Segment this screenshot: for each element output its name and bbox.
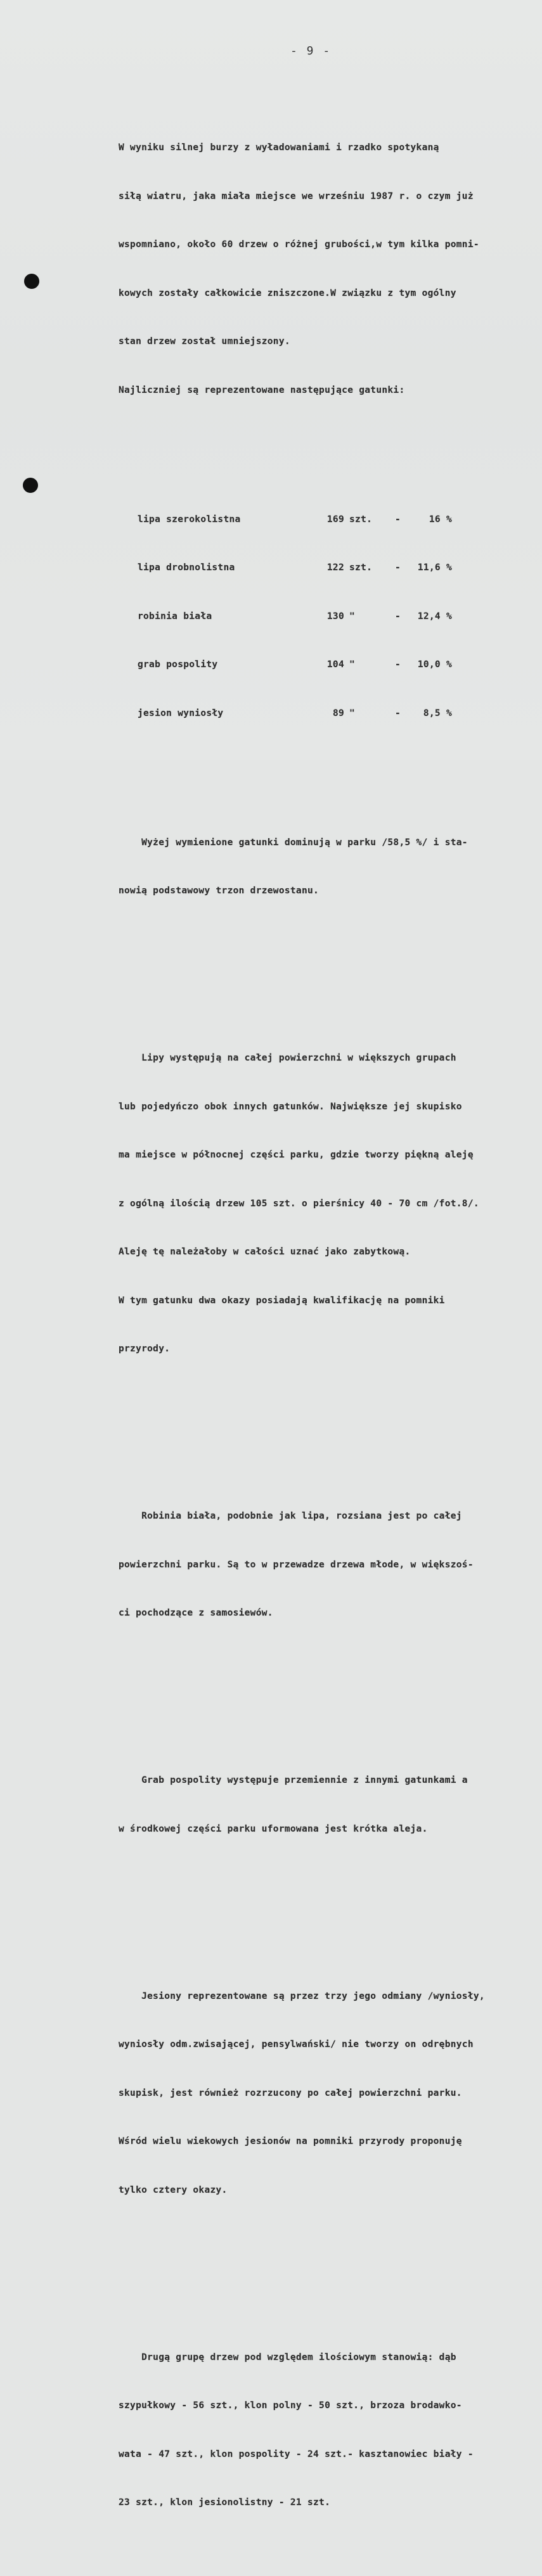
text-line: lub pojedyńczo obok innych gatunków. Największe jej skupisko bbox=[119, 1101, 462, 1112]
species-dash: - bbox=[395, 708, 401, 718]
text-line: w środkowej części parku uformowana jest krótka aleja. bbox=[119, 1823, 428, 1834]
species-name: lipa drobnolistna bbox=[138, 563, 235, 573]
text-line: ma miejsce w północnej części parku, gdzie tworzy piękną aleję bbox=[119, 1150, 474, 1160]
table-row bbox=[119, 609, 485, 625]
text-line: tylko cztery okazy. bbox=[119, 2184, 228, 2195]
species-percent: 12,4 % bbox=[417, 611, 452, 622]
text-line: wyniosły odm.zwisającej, pensylwański/ nie tworzy on odrębnych bbox=[119, 2039, 474, 2050]
page-number: - 9 - bbox=[290, 44, 332, 58]
text-line: Wyżej wymienione gatunki dominują w parku /58,5 %/ i sta- bbox=[119, 837, 468, 848]
table-row bbox=[119, 560, 485, 577]
text-line: skupisk, jest również rozrzucony po całej powierzchni parku. bbox=[119, 2088, 462, 2098]
text-line: kowych zostały całkowicie zniszczone.W związku z tym ogólny bbox=[119, 288, 456, 298]
text-line: W tym gatunku dwa okazy posiadają kwalifikację na pomniki bbox=[119, 1295, 445, 1306]
species-unit: " bbox=[349, 611, 356, 622]
text-line: Robinia biała, podobnie jak lipa, rozsiana jest po całej bbox=[119, 1511, 462, 1521]
text-line: powierzchni parku. Są to w przewadze drzewa młode, w większoś- bbox=[119, 1559, 474, 1570]
species-percent: 10,0 % bbox=[417, 660, 452, 670]
paragraph-robinia bbox=[119, 1476, 485, 1654]
species-percent: 11,6 % bbox=[417, 563, 452, 573]
text-line: ci pochodzące z samosiewów. bbox=[119, 1608, 273, 1618]
species-table bbox=[119, 480, 485, 755]
species-unit: " bbox=[349, 708, 356, 718]
text-line: Najliczniej są reprezentowane następujące gatunki: bbox=[119, 385, 405, 395]
species-count: 130 bbox=[326, 611, 344, 622]
species-count: 122 bbox=[326, 563, 344, 573]
punch-hole-top bbox=[24, 274, 39, 289]
species-name: grab pospolity bbox=[138, 660, 218, 670]
species-count: 104 bbox=[326, 660, 344, 670]
species-unit: szt. bbox=[349, 514, 373, 525]
text-line: nowią podstawowy trzon drzewostanu. bbox=[119, 886, 319, 896]
text-line: 23 szt., klon jesionolistny - 21 szt. bbox=[119, 2497, 331, 2508]
text-line: Lipy występują na całej powierzchni w większych grupach bbox=[119, 1053, 456, 1063]
text-line: Jesiony reprezentowane są przez trzy jego odmiany /wyniosły, bbox=[119, 1991, 485, 2001]
intro-paragraph bbox=[119, 108, 485, 431]
species-count: 169 bbox=[326, 514, 344, 525]
species-dash: - bbox=[395, 563, 401, 573]
text-line: Aleję tę należałoby w całości uznać jako zabytkową. bbox=[119, 1247, 411, 1257]
paragraph-dominant bbox=[119, 803, 485, 932]
text-line: szypułkowy - 56 szt., klon polny - 50 szt., brzoza brodawko- bbox=[119, 2401, 462, 2411]
text-line: wspomniano, około 60 drzew o różnej grubości,w tym kilka pomni- bbox=[119, 239, 479, 250]
table-row bbox=[119, 512, 485, 528]
paragraph-druga-grupa bbox=[119, 2318, 485, 2544]
species-dash: - bbox=[395, 660, 401, 670]
paragraph-grab bbox=[119, 1740, 485, 1870]
table-row bbox=[119, 706, 485, 722]
text-line: przyrody. bbox=[119, 1344, 171, 1354]
text-line: z ogólną ilością drzew 105 szt. o pierśnicy 40 - 70 cm /fot.8/. bbox=[119, 1198, 479, 1209]
text-line: stan drzew został umniejszony. bbox=[119, 336, 290, 347]
text-line: W wyniku silnej burzy z wyładowaniami i rzadko spotykaną bbox=[119, 143, 439, 153]
species-name: jesion wyniosły bbox=[138, 708, 224, 718]
species-unit: " bbox=[349, 660, 356, 670]
species-dash: - bbox=[395, 611, 401, 622]
paragraph-jesiony bbox=[119, 1956, 485, 2231]
body-text bbox=[119, 75, 485, 2576]
species-percent: 16 % bbox=[429, 514, 452, 525]
species-unit: szt. bbox=[349, 563, 373, 573]
punch-hole-bottom bbox=[23, 478, 38, 493]
text-line: siłą wiatru, jaka miała miejsce we wrześniu 1987 r. o czym już bbox=[119, 191, 474, 201]
species-name: robinia biała bbox=[138, 611, 212, 622]
table-row bbox=[119, 657, 485, 673]
species-dash: - bbox=[395, 514, 401, 525]
text-line: wata - 47 szt., klon pospolity - 24 szt.- kasztanowiec biały - bbox=[119, 2449, 474, 2459]
species-count: 89 bbox=[332, 708, 344, 718]
text-line: Drugą grupę drzew pod względem ilościowym stanowią: dąb bbox=[119, 2352, 456, 2362]
text-line: Wśród wielu wiekowych jesionów na pomniki przyrody proponuję bbox=[119, 2136, 462, 2146]
species-name: lipa szerokolistna bbox=[138, 514, 241, 525]
text-line: Grab pospolity występuje przemiennie z innymi gatunkami a bbox=[119, 1775, 468, 1785]
species-percent: 8,5 % bbox=[423, 708, 452, 718]
paragraph-lipy bbox=[119, 1018, 485, 1390]
